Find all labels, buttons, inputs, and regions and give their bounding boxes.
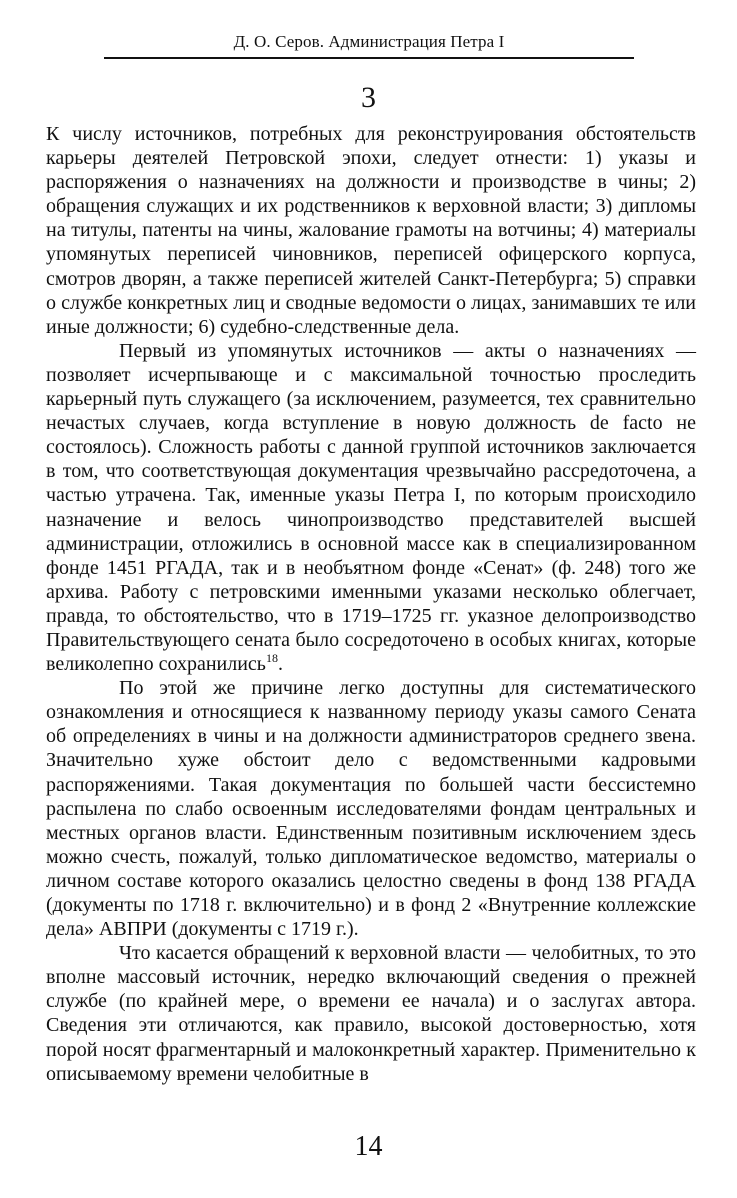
paragraph-3 [46,676,696,941]
paragraph-2 [46,339,696,676]
paragraph-2-tail: . [277,653,283,676]
paragraph-4 [46,941,696,1086]
page-number: 14 [354,1131,383,1162]
paragraph-4-text: Что касается обращений к верховной власти — челобитных, то это вполне массовый источник, нередко включающий сведения о прежней службе (по крайней мере, о времени ее начала) и о заслугах автора. Сведения эти отличаются, как правило, высокой достоверностью, хотя порой носят фрагментарный и малоконкретный характер. Применительно к описываемому времени челобитные в [46,942,696,1085]
footnote-marker[interactable]: 18 [265,651,278,666]
header-rule [104,57,634,59]
section-number: 3 [361,81,376,114]
paragraph-2-text: Первый из упомянутых источников — акты о назначениях — позволяет исчерпывающе и с максимальной точностью проследить карьерный путь служащего (за исключением, разумеется, тех сравнительно нечастых случаев, когда вступление в новую должность de facto не состоялось). Сложность работы с данной группой источников заключается в том, что соответствующая документация чрезвычайно рассредоточена, а частью утрачена. Так, именные указы Петра I, по которым происходило назначение и велось чинопроизводство представителей высшей администрации, отложились в основной массе как в специализированном фонде 1451 РГАДА, так и в необъятном фонде «Сенат» (ф. 248) того же архива. Работу с петровскими именными указами несколько облегчает, правда, то обстоятельство, что в 1719–1725 гг. указное делопроизводство Правительствующего сената было сосредоточено в особых книгах, которые великолепно сохранились [46,339,696,676]
paragraph-1-text: К числу источников, потребных для реконструирования обстоятельств карьеры деятелей Петровской эпохи, следует отнести: 1) указы и распоряжения о назначениях на должности и производстве в чины; 2) обращения служащих и их родственников к верховной власти; 3) дипломы на титулы, патенты на чины, жалование грамоты на вотчины; 4) материалы упомянутых переписей чиновников, переписей офицерского корпуса, смотров дворян, а также переписей жителей Санкт-Петербурга; 5) справки о службе конкретных лиц и сводные ведомости о лицах, занимавших те или иные должности; 6) судебно-следственные дела. [46,123,696,338]
running-header: Д. О. Серов. Администрация Петра I [233,32,505,51]
body-text [46,122,696,1086]
paragraph-1 [46,122,696,339]
paragraph-3-text: По этой же причине легко доступны для систематического ознакомления и относящиеся к названному периоду указы самого Сената об определениях в чины и на должности администраторов среднего звена. Значительно хуже обстоит дело с ведомственными кадровыми распоряжениями. Такая документация по большей части бессистемно распылена по слабо освоенным исследователями фондам центральных и местных органов власти. Единственным позитивным исключением здесь можно счесть, пожалуй, только дипломатическое ведомство, материалы о личном составе которого оказались целостно сведены в фонд 138 РГАДА (документы по 1718 г. включительно) и в фонд 2 «Внутренние коллежские дела» АВПРИ (документы с 1719 г.). [46,677,696,941]
